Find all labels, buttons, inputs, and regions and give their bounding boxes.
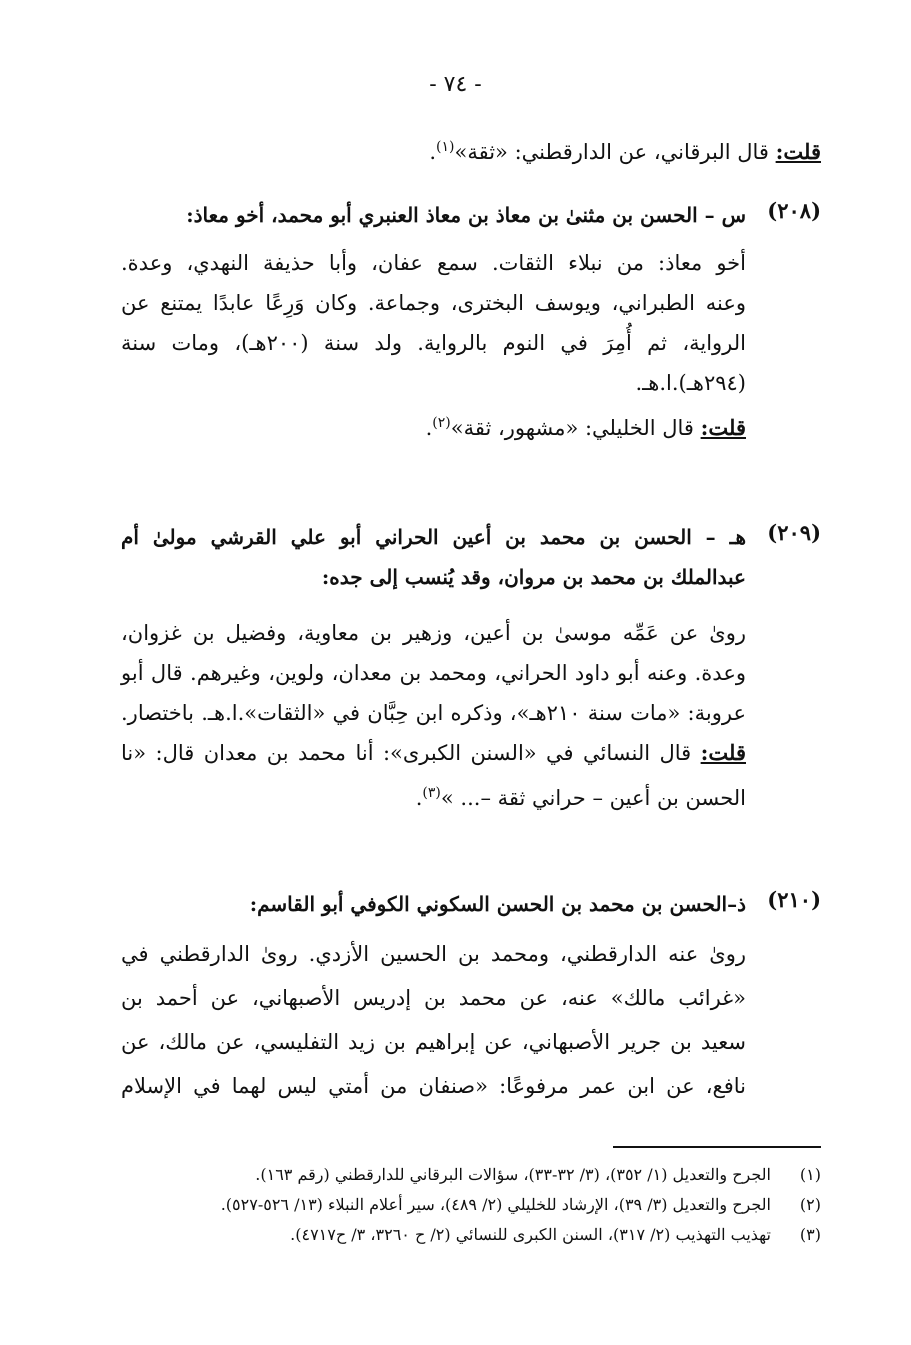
qult-line: قلت: قال النسائي في «السنن الكبرى»: أنا محمد بن معدان قال: «نا	[121, 740, 746, 765]
entry-body	[121, 613, 746, 818]
footnote-text: الجرح والتعديل (٣/ ٣٩)، الإرشاد للخليلي (٢/ ٤٨٩)، سير أعلام النبلاء (١٣/ ٥٢٦-٥٢٧).	[220, 1195, 771, 1214]
body-line: وعنه الطبراني، ويوسف البخترى، وجماعة. وكان وَرِعًا عابدًا يمتنع عن	[121, 291, 746, 315]
qult-label: قلت:	[775, 139, 821, 164]
footnote-text: تهذيب التهذيب (٢/ ٣١٧)، السنن الكبرى للنسائي (٢/ ح ٣٢٦٠، ٣/ ح٤٧١٧).	[290, 1225, 771, 1244]
entry-heading	[121, 517, 746, 597]
footnote-number: (٢)	[799, 1195, 821, 1214]
body-line: سعيد بن جرير الأصبهاني، عن إبراهيم بن زيد التفليسي، عن مالك، عن	[121, 1030, 746, 1054]
qult-label: قلت:	[700, 415, 746, 440]
entry-number: (٢١٠)	[767, 887, 821, 912]
footnote-ref: (١)	[436, 139, 455, 155]
heading-line: عبدالملك بن محمد بن مروان، وقد يُنسب إلى جده:	[321, 565, 746, 589]
entry-body	[121, 243, 746, 448]
footnote-number: (٣)	[799, 1225, 821, 1244]
footnote-ref: (٢)	[432, 415, 451, 431]
body-line: «غرائب مالك» عنه، عن محمد بن إدريس الأصبهاني، عن أحمد بن	[121, 986, 746, 1010]
body-line: وعدة. وعنه أبو داود الحراني، ومحمد بن معدان، ولوين، وغيرهم. قال أبو	[121, 661, 746, 685]
footnote-text: الجرح والتعديل (١/ ٣٥٢)، (٣/ ٣٢-٣٣)، سؤالات البرقاني للدارقطني (رقم ١٦٣).	[255, 1165, 771, 1184]
body-line: روىٰ عنه الدارقطني، ومحمد بن الحسين الأزدي. روىٰ الدارقطني في	[121, 942, 746, 966]
footnote-divider	[613, 1146, 821, 1148]
body-line: (٢٩٤هـ).ا.هـ.	[635, 371, 746, 395]
footnotes	[91, 1160, 821, 1250]
body-line: روىٰ عن عَمِّه موسىٰ بن أعين، وزهير بن معاوية، وفضيل بن غزوان،	[121, 621, 746, 645]
entry-heading: س – الحسن بن مثنىٰ بن معاذ بن معاذ العنبري أبو محمد، أخو معاذ:	[186, 203, 746, 227]
body-line: نافع، عن ابن عمر مرفوعًا: «صنفان من أمتي ليس لهما في الإسلام	[121, 1074, 746, 1098]
qult-label: قلت:	[700, 740, 746, 765]
entry-heading: ذ–الحسن بن محمد بن الحسن السكوني الكوفي أبو القاسم:	[249, 892, 746, 916]
body-line: عروبة: «مات سنة ٢١٠هـ»، وذكره ابن حِبَّان في «الثقات».ا.هـ. باختصار.	[121, 701, 746, 725]
qult-line: قلت: قال الخليلي: «مشهور، ثقة»$^{(٢)}$.	[425, 415, 746, 440]
footnote	[91, 1190, 821, 1220]
entry-body	[121, 932, 746, 1108]
intro-text: قال البرقاني، عن الدارقطني: «ثقة»	[454, 140, 776, 164]
heading-line: هـ – الحسن بن محمد بن أعين الحراني أبو علي القرشي مولىٰ أم	[121, 525, 746, 549]
entry-number: (٢٠٩)	[767, 520, 821, 545]
page-number: - ٧٤ -	[429, 72, 482, 97]
body-line: أخو معاذ: من نبلاء الثقات. سمع عفان، وأبا حذيفة النهدي، وعدة.	[121, 251, 746, 275]
footnote	[91, 1160, 821, 1190]
body-line: الرواية، ثم أُمِرَ في النوم بالرواية. ولد سنة (٢٠٠هـ)، ومات سنة	[121, 331, 746, 355]
intro-line: قلت: قال البرقاني، عن الدارقطني: «ثقة»$^{(١)}$.	[429, 139, 821, 164]
footnote-number: (١)	[799, 1165, 821, 1184]
entry-number: (٢٠٨)	[767, 198, 821, 223]
footnote-ref: (٣)	[422, 785, 441, 801]
footnote	[91, 1220, 821, 1250]
qult-line-2: الحسن بن أعين – حراني ثقة –... »$^{(٣)}$.	[415, 785, 746, 810]
